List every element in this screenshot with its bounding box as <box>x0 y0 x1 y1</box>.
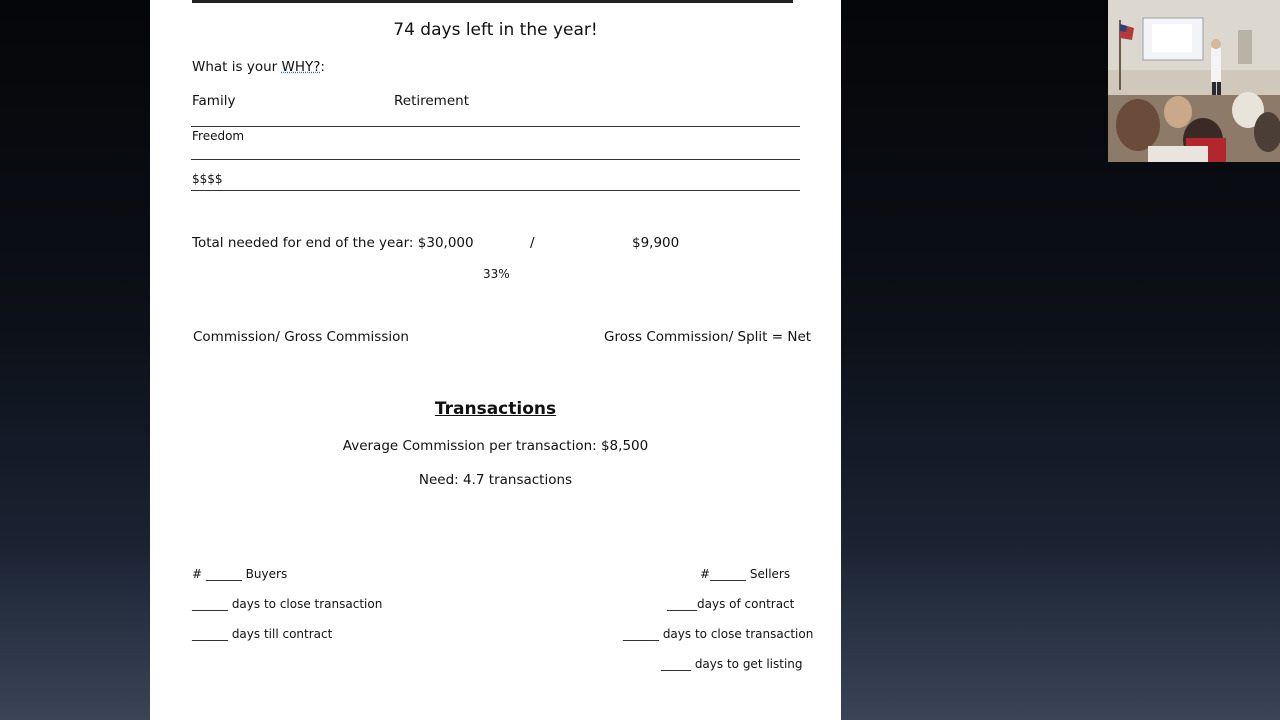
why-prefix: What is your <box>192 59 282 75</box>
commission-formula-left: Commission/ Gross Commission <box>193 329 409 345</box>
why-question <box>192 59 325 75</box>
buyers-days-till-contract: ______ days till contract <box>192 627 333 641</box>
presenter-video-thumbnail[interactable] <box>1108 0 1280 162</box>
commission-formula-right: Gross Commission/ Split = Net <box>604 329 812 345</box>
reason-money: $$$$ <box>192 172 223 186</box>
total-needed-label: Total needed for end of the year: $30,000 <box>192 235 474 251</box>
average-commission: Average Commission per transaction: $8,500 <box>342 438 649 454</box>
transactions-needed: Need: 4.7 transactions <box>418 472 573 488</box>
reason-freedom: Freedom <box>192 129 245 143</box>
sellers-days-to-get-listing: _____ days to get listing <box>661 657 803 671</box>
total-divider: / <box>530 235 535 251</box>
sellers-days-of-contract: _____days of contract <box>667 597 795 611</box>
reason-retirement: Retirement <box>394 93 469 109</box>
line-divider-3 <box>191 190 800 191</box>
sellers-days-to-close: ______ days to close transaction <box>623 627 814 641</box>
sellers-count: #______ Sellers <box>700 567 791 581</box>
top-divider <box>192 0 793 3</box>
total-amount: $9,900 <box>632 235 680 251</box>
buyers-days-to-close: ______ days to close transaction <box>192 597 383 611</box>
reason-family: Family <box>192 93 236 109</box>
why-word: WHY? <box>281 59 321 75</box>
line-divider-2 <box>191 159 800 160</box>
percent-value: 33% <box>483 267 510 281</box>
page-title: 74 days left in the year! <box>393 20 598 40</box>
why-suffix: : <box>320 59 325 75</box>
line-divider-1 <box>191 126 800 127</box>
transactions-heading: Transactions <box>434 399 557 419</box>
buyers-count: # ______ Buyers <box>192 567 288 581</box>
classroom-scene-icon <box>1108 0 1280 162</box>
document-page <box>150 0 841 720</box>
